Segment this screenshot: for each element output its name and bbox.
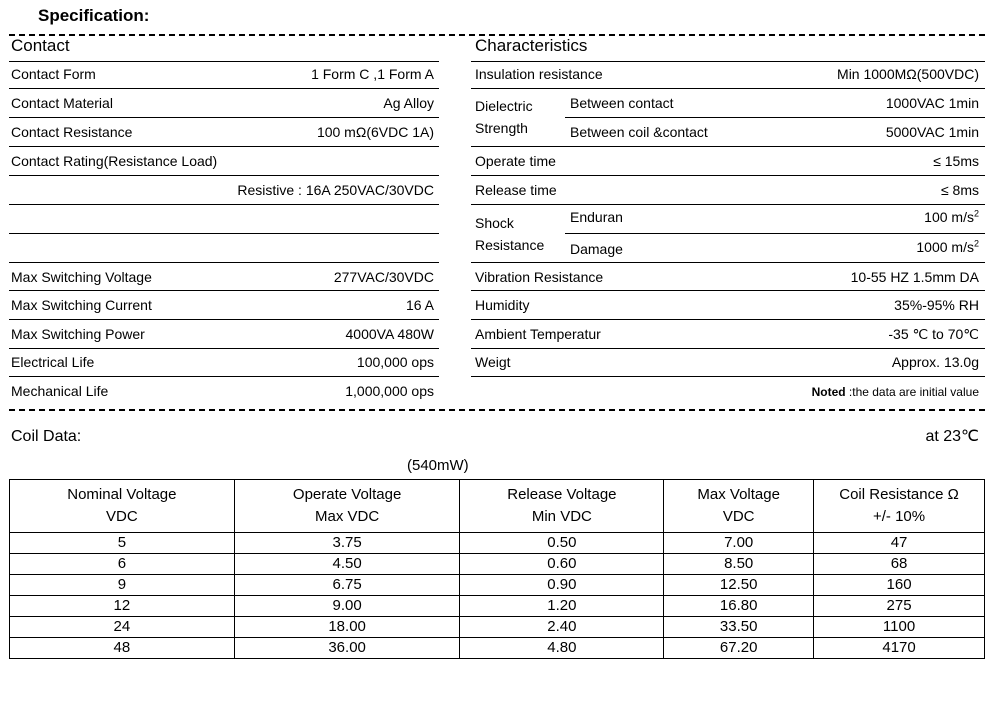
dielectric-sub-2: Between coil &contact (570, 124, 708, 140)
table-cell: 4170 (814, 638, 985, 659)
contact-form-value: 1 Form C ,1 Form A (311, 66, 434, 82)
noted-line (812, 383, 979, 401)
col-header-nominal: Nominal Voltage VDC (10, 480, 235, 533)
shock-sub-1: Enduran (570, 209, 623, 225)
shock-val-1: 100 m/s (924, 209, 974, 225)
table-row (10, 554, 985, 575)
table-cell: 160 (814, 575, 985, 596)
table-cell: 33.50 (664, 617, 814, 638)
col-header-operate: Operate Voltage Max VDC (234, 480, 460, 533)
humidity-value: 35%-95% RH (894, 297, 979, 313)
table-cell: 67.20 (664, 638, 814, 659)
vibration-value: 10-55 HZ 1.5mm DA (850, 269, 979, 285)
electrical-life-label: Electrical Life (11, 354, 95, 370)
contact-resistance-value: 100 mΩ(6VDC 1A) (316, 124, 434, 140)
ambient-value: -35 ℃ to 70℃ (888, 326, 979, 342)
table-cell: 68 (814, 554, 985, 575)
noted-bold: Noted (811, 385, 846, 399)
table-cell: 18.00 (234, 617, 460, 638)
coil-power: (540mW) (407, 457, 469, 474)
table-cell: 5 (10, 533, 235, 554)
table-cell: 275 (814, 596, 985, 617)
max-switching-current-value: 16 A (405, 297, 434, 313)
mechanical-life-value: 1,000,000 ops (345, 383, 434, 399)
table-cell: 0.90 (460, 575, 664, 596)
table-cell: 6.75 (234, 575, 460, 596)
max-switching-voltage-label: Max Switching Voltage (11, 269, 152, 285)
shock-val-1-wrap (924, 208, 979, 226)
table-cell: 4.80 (460, 638, 664, 659)
characteristics-header: Characteristics (475, 36, 588, 55)
table-cell: 8.50 (664, 554, 814, 575)
table-cell: 1.20 (460, 596, 664, 617)
table-cell: 1100 (814, 617, 985, 638)
shock-exp-1: 2 (973, 208, 979, 219)
coil-data-table (9, 479, 985, 659)
table-row (10, 596, 985, 617)
dielectric-sub-1: Between contact (570, 95, 674, 111)
contact-material-label: Contact Material (11, 95, 113, 111)
electrical-life-value: 100,000 ops (356, 354, 434, 370)
contact-form-label: Contact Form (11, 66, 96, 82)
dielectric-val-2: 5000VAC 1min (885, 124, 979, 140)
mechanical-life-label: Mechanical Life (11, 383, 109, 399)
operate-time-value: ≤ 15ms (933, 153, 979, 169)
max-switching-voltage-value: 277VAC/30VDC (333, 269, 434, 285)
shock-exp-2: 2 (973, 238, 979, 249)
contact-rating-value: Resistive : 16A 250VAC/30VDC (237, 182, 434, 198)
table-cell: 4.50 (234, 554, 460, 575)
coil-temp: at 23℃ (925, 428, 979, 445)
table-row (10, 533, 985, 554)
contact-header: Contact (11, 36, 70, 55)
table-cell: 2.40 (460, 617, 664, 638)
humidity-label: Humidity (475, 297, 530, 313)
shock-label-1: Shock (475, 215, 514, 231)
coil-data-title: Coil Data: (11, 428, 82, 445)
contact-resistance-label: Contact Resistance (11, 124, 133, 140)
table-cell: 6 (10, 554, 235, 575)
weight-label: Weigt (475, 354, 511, 370)
dielectric-label-2: Strength (475, 120, 528, 136)
insulation-label: Insulation resistance (475, 66, 603, 82)
col-header-max: Max Voltage VDC (664, 480, 814, 533)
table-cell: 24 (10, 617, 235, 638)
table-cell: 9.00 (234, 596, 460, 617)
shock-val-2: 1000 m/s (916, 239, 974, 255)
vibration-label: Vibration Resistance (475, 269, 604, 285)
shock-sub-2: Damage (570, 241, 623, 257)
table-cell: 36.00 (234, 638, 460, 659)
release-time-label: Release time (475, 182, 557, 198)
max-switching-current-label: Max Switching Current (11, 297, 152, 313)
table-cell: 9 (10, 575, 235, 596)
insulation-value: Min 1000MΩ(500VDC) (837, 66, 979, 82)
ambient-label: Ambient Temperatur (475, 326, 601, 342)
release-time-value: ≤ 8ms (940, 182, 979, 198)
table-cell: 0.50 (460, 533, 664, 554)
shock-val-2-wrap (916, 238, 979, 256)
table-cell: 16.80 (664, 596, 814, 617)
max-switching-power-value: 4000VA 480W (345, 326, 434, 342)
table-row (10, 617, 985, 638)
col-header-release: Release Voltage Min VDC (460, 480, 664, 533)
table-row (10, 575, 985, 596)
table-cell: 12.50 (664, 575, 814, 596)
table-cell: 47 (814, 533, 985, 554)
bottom-dashed-rule (9, 409, 985, 411)
coil-header-row (10, 480, 985, 533)
table-cell: 12 (10, 596, 235, 617)
operate-time-label: Operate time (475, 153, 556, 169)
contact-material-value: Ag Alloy (383, 95, 434, 111)
spec-title: Specification: (38, 6, 150, 25)
table-cell: 7.00 (664, 533, 814, 554)
table-cell: 3.75 (234, 533, 460, 554)
weight-value: Approx. 13.0g (891, 354, 979, 370)
max-switching-power-label: Max Switching Power (11, 326, 145, 342)
dielectric-val-1: 1000VAC 1min (885, 95, 979, 111)
table-row (10, 638, 985, 659)
contact-rating-label: Contact Rating(Resistance Load) (11, 153, 218, 169)
table-cell: 0.60 (460, 554, 664, 575)
table-cell: 48 (10, 638, 235, 659)
noted-rest: :the data are initial value (845, 385, 979, 399)
dielectric-label-1: Dielectric (475, 98, 533, 114)
shock-label-2: Resistance (475, 237, 545, 253)
col-header-resistance: Coil Resistance Ω +/- 10% (814, 480, 985, 533)
